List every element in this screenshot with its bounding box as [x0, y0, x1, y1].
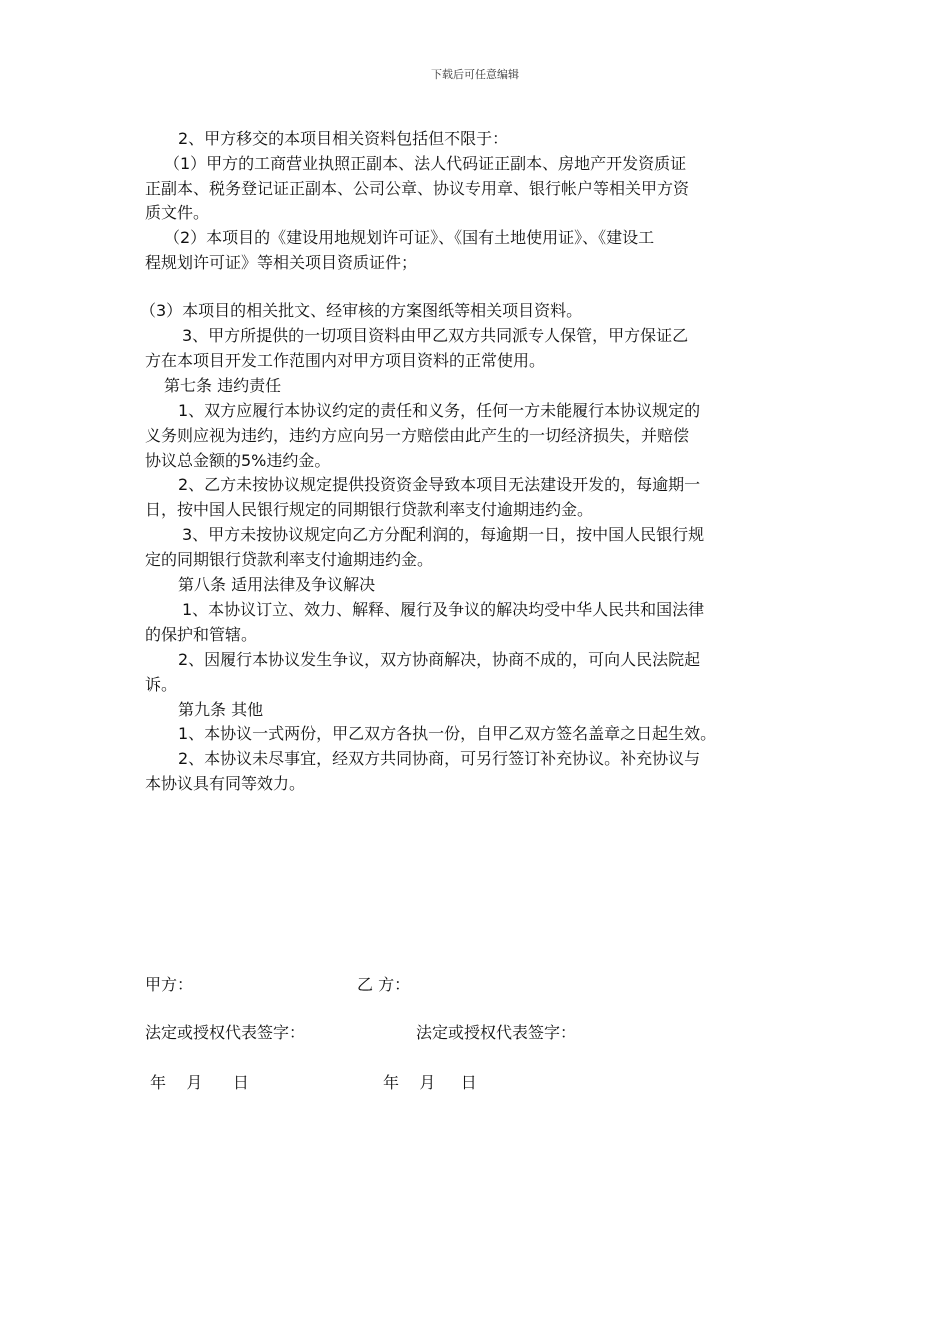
party-a-label: 甲方：	[145, 975, 194, 994]
section-heading: 第八条 适用法律及争议解决	[178, 575, 376, 594]
clause-line: 义务则应视为违约，违约方应向另一方赔偿由此产生的一切经济损失，并赔偿	[145, 426, 690, 445]
clause-line: 协议总金额的5%违约金。	[145, 451, 331, 470]
clause-line: 程规划许可证》等相关项目资质证件；	[145, 253, 418, 272]
clause-line: 日，按中国人民银行规定的同期银行贷款利率支付逾期违约金。	[145, 500, 594, 519]
clause-line: 的保护和管辖。	[145, 625, 258, 644]
clause-line: 1、本协议订立、效力、解释、履行及争议的解决均受中华人民共和国法律	[182, 600, 705, 619]
clause-line: 本协议具有同等效力。	[145, 774, 306, 793]
clause-line: 2、因履行本协议发生争议，双方协商解决，协商不成的，可向人民法院起	[178, 650, 701, 669]
clause-line: 正副本、税务登记证正副本、公司公章、协议专用章、银行帐户等相关甲方资	[145, 179, 690, 198]
clause-line: （3）本项目的相关批文、经审核的方案图纸等相关项目资料。	[140, 301, 583, 320]
section-heading: 第七条 违约责任	[164, 376, 282, 395]
clause-line: 2、本协议未尽事宜，经双方共同协商，可另行签订补充协议。补充协议与	[178, 749, 701, 768]
party-a-date-label: 年 月 日	[150, 1073, 249, 1092]
clause-line: 2、甲方移交的本项目相关资料包括但不限于：	[178, 129, 509, 148]
page-header: 下载后可任意编辑	[431, 68, 519, 81]
party-b-label: 乙 方：	[357, 975, 411, 994]
clause-line: 3、甲方未按协议规定向乙方分配利润的，每逾期一日，按中国人民银行规	[182, 525, 705, 544]
party-b-date-label: 年 月 日	[383, 1073, 477, 1092]
party-b-representative-label: 法定或授权代表签字：	[416, 1023, 577, 1042]
clause-line: 3、甲方所提供的一切项目资料由甲乙双方共同派专人保管，甲方保证乙	[182, 326, 689, 345]
clause-line: 方在本项目开发工作范围内对甲方项目资料的正常使用。	[145, 351, 546, 370]
clause-line: 1、本协议一式两份，甲乙双方各执一份，自甲乙双方签名盖章之日起生效。	[178, 724, 717, 743]
section-heading: 第九条 其他	[178, 700, 264, 719]
clause-line: （1）甲方的工商营业执照正副本、法人代码证正副本、房地产开发资质证	[164, 154, 687, 173]
clause-line: 2、乙方未按协议规定提供投资资金导致本项目无法建设开发的，每逾期一	[178, 475, 701, 494]
clause-line: 诉。	[145, 675, 178, 694]
clause-line: 质文件。	[145, 203, 210, 222]
clause-line: （2）本项目的《建设用地规划许可证》、《国有土地使用证》、《建设工	[164, 228, 655, 247]
party-a-representative-label: 法定或授权代表签字：	[145, 1023, 306, 1042]
clause-line: 1、双方应履行本协议约定的责任和义务，任何一方未能履行本协议规定的	[178, 401, 701, 420]
clause-line: 定的同期银行贷款利率支付逾期违约金。	[145, 550, 434, 569]
